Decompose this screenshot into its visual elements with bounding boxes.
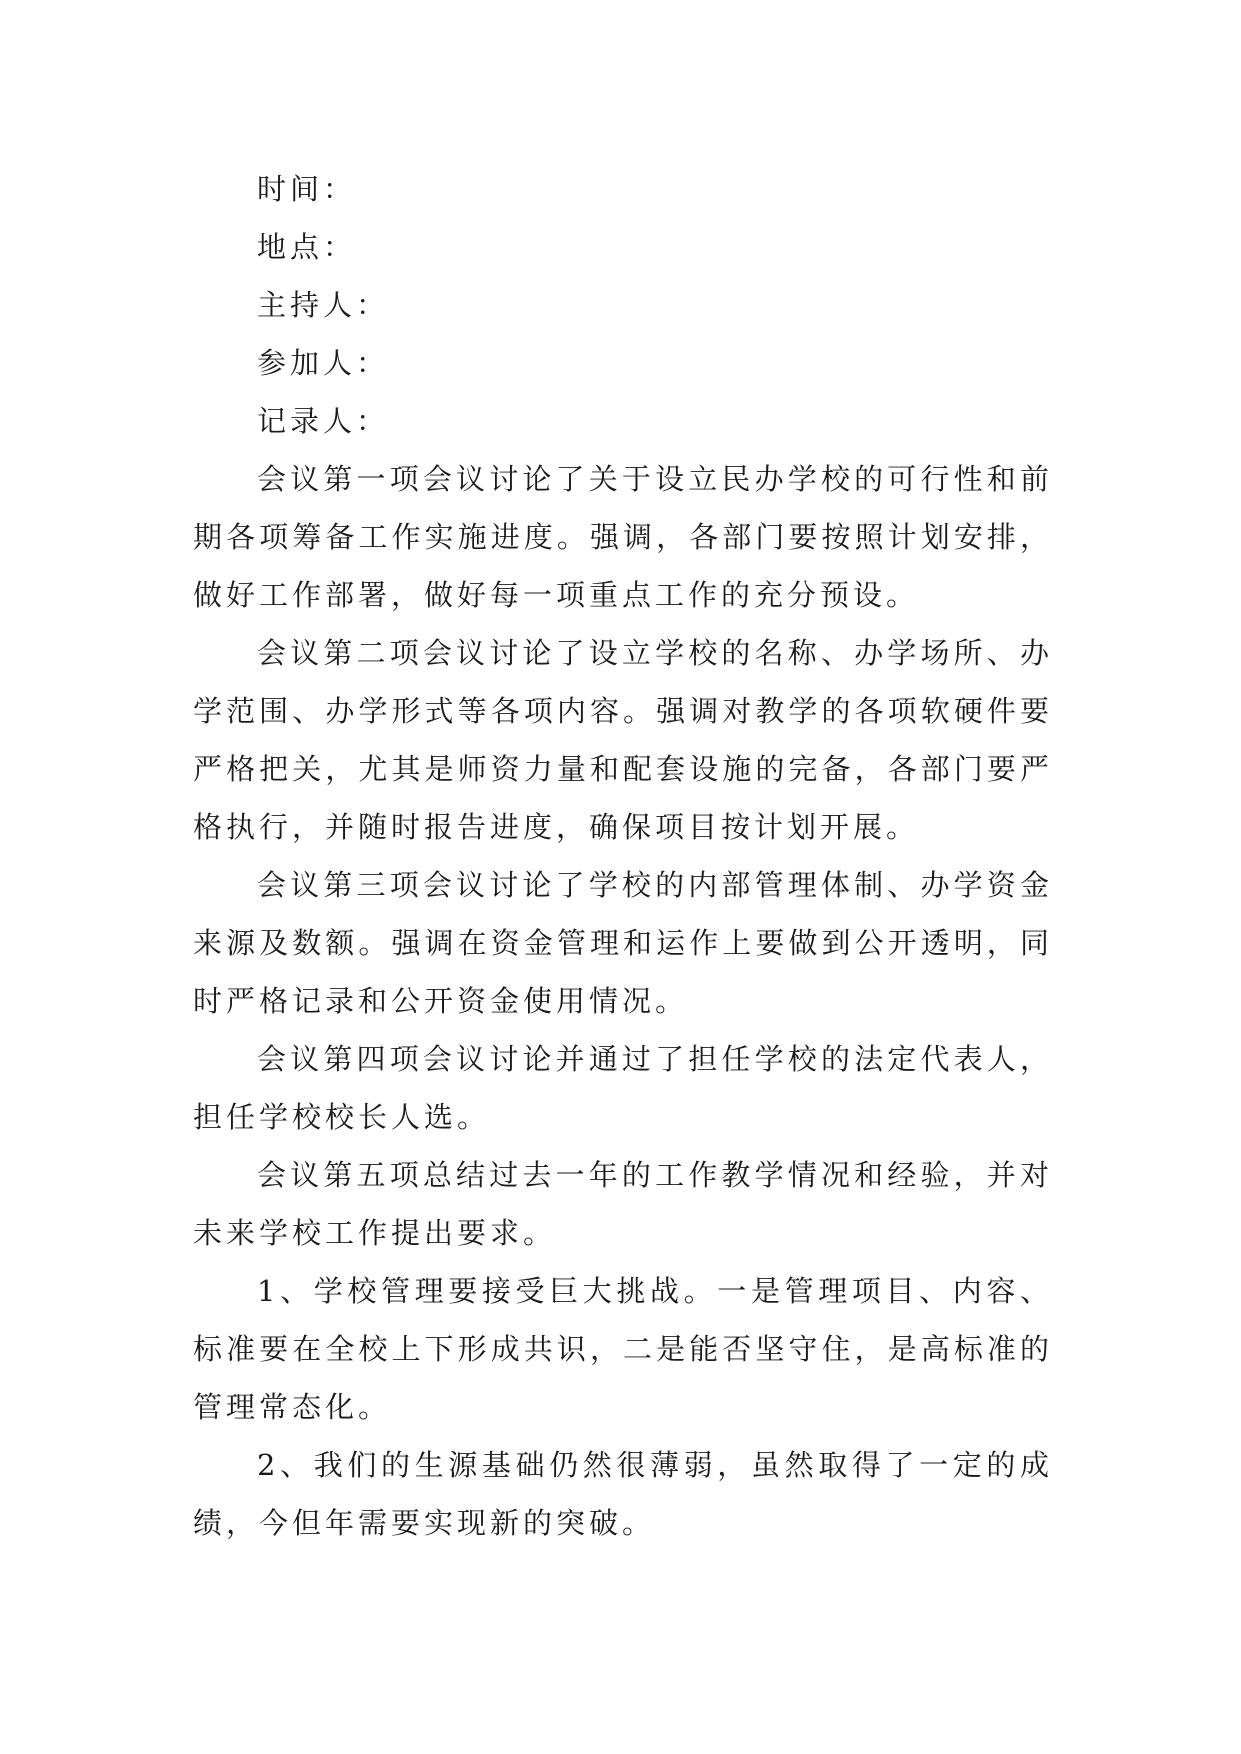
paragraph-item-4: 会议第四项会议讨论并通过了担任学校的法定代表人，担任学校校长人选。 xyxy=(193,1042,1053,1134)
paragraph-requirement-2: 2、我们的生源基础仍然很薄弱，虽然取得了一定的成绩，今但年需要实现新的突破。 xyxy=(193,1448,1053,1540)
field-location: 地点： xyxy=(257,230,357,264)
field-host: 主持人： xyxy=(257,288,390,322)
paragraph-item-5: 会议第五项总结过去一年的工作教学情况和经验，并对未来学校工作提出要求。 xyxy=(193,1158,1053,1250)
field-recorder: 记录人： xyxy=(257,404,390,438)
paragraph-item-3: 会议第三项会议讨论了学校的内部管理体制、办学资金来源及数额。强调在资金管理和运作上要做到公开透明，同时严格记录和公开资金使用情况。 xyxy=(193,868,1053,1018)
paragraph-item-2: 会议第二项会议讨论了设立学校的名称、办学场所、办学范围、办学形式等各项内容。强调对教学的各项软硬件要严格把关，尤其是师资力量和配套设施的完备，各部门要严格执行，并随时报告进度，确保项目按计划开展。 xyxy=(193,636,1053,844)
paragraph-requirement-1: 1、学校管理要接受巨大挑战。一是管理项目、内容、标准要在全校上下形成共识，二是能否坚守住，是高标准的管理常态化。 xyxy=(193,1274,1053,1424)
paragraph-item-1: 会议第一项会议讨论了关于设立民办学校的可行性和前期各项筹备工作实施进度。强调，各部门要按照计划安排，做好工作部署，做好每一项重点工作的充分预设。 xyxy=(193,462,1053,612)
field-attendees: 参加人： xyxy=(257,346,390,380)
meeting-minutes-body xyxy=(193,160,1053,1552)
field-time: 时间： xyxy=(257,172,357,206)
